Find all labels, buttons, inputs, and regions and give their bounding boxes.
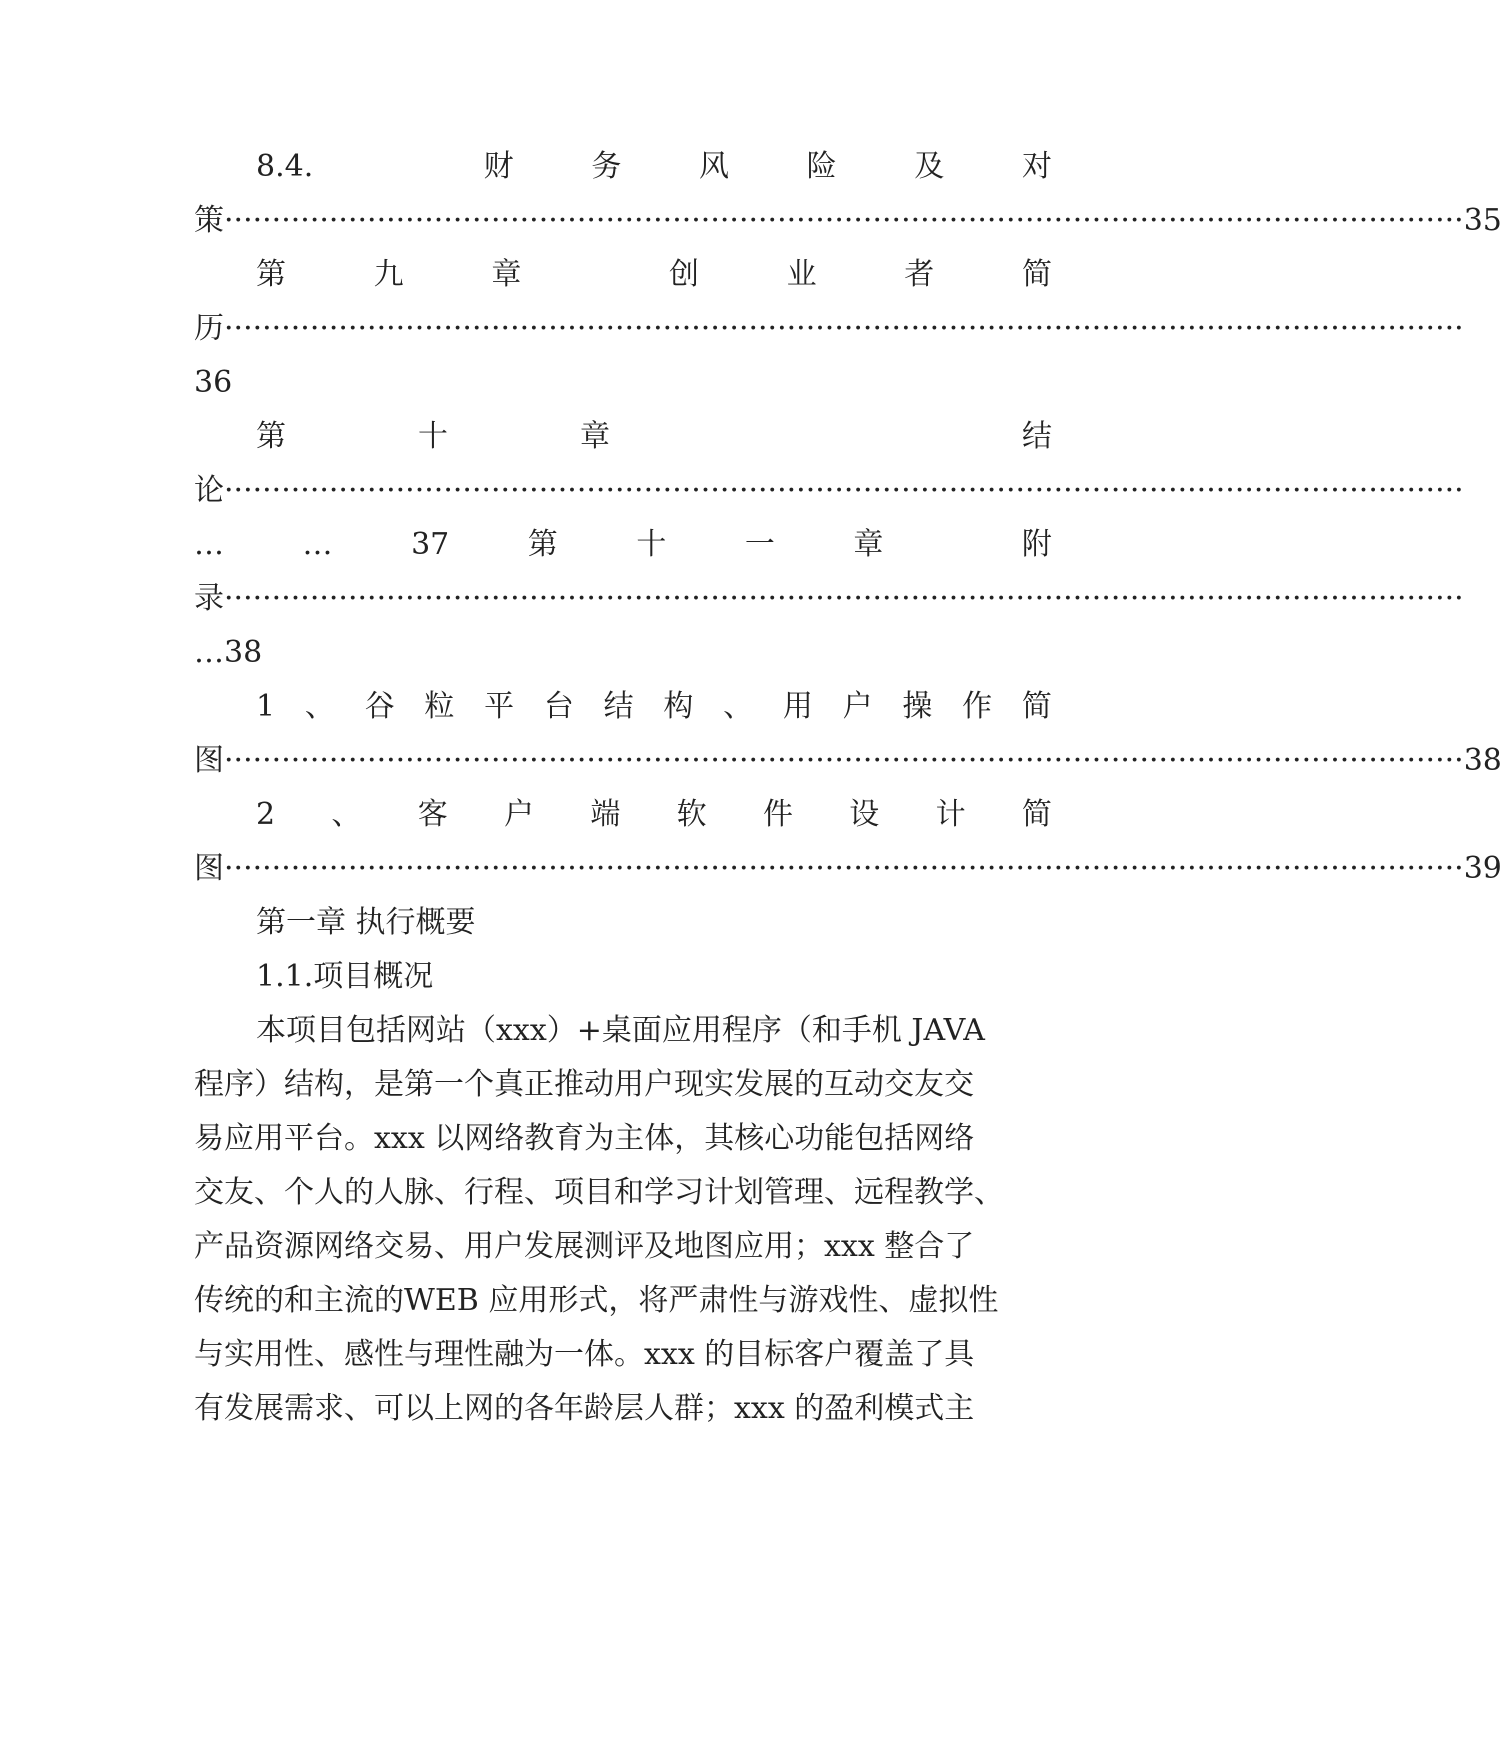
toc-app1-leader-line[interactable] bbox=[194, 736, 1502, 786]
toc-char: 、 bbox=[304, 689, 335, 724]
toc-char: 软 bbox=[676, 797, 707, 832]
toc-char: 、 bbox=[331, 797, 362, 832]
toc-app2-leader-line[interactable] bbox=[194, 844, 1502, 894]
dot-leader: ·································································································································· bbox=[224, 743, 1464, 778]
toc-char: 十 bbox=[418, 419, 448, 454]
toc-page-number: 37 bbox=[411, 527, 450, 562]
toc-char: 户 bbox=[504, 797, 535, 832]
toc-char: 第 bbox=[256, 419, 286, 454]
toc-char: 章 bbox=[580, 419, 610, 454]
toc-char: 件 bbox=[762, 797, 793, 832]
toc-char: 章 bbox=[853, 527, 884, 562]
paragraph-line: 交友、个人的人脉、行程、项目和学习计划管理、远程教学、 bbox=[194, 1175, 1004, 1210]
toc-char: 、 bbox=[723, 689, 754, 724]
toc-number: 8.4. bbox=[256, 149, 314, 184]
toc-char: 用 bbox=[782, 689, 813, 724]
section-title: 1.1.项目概况 bbox=[256, 959, 434, 994]
toc-char: 者 bbox=[904, 257, 935, 292]
toc-char: 第 bbox=[527, 527, 558, 562]
toc-char: 平 bbox=[484, 689, 515, 724]
toc-char: 1 bbox=[256, 689, 276, 724]
toc-tail: 图 bbox=[194, 743, 224, 778]
toc-char: 粒 bbox=[424, 689, 455, 724]
toc-char: 财 bbox=[483, 149, 514, 184]
toc-page-number: 35 bbox=[1463, 203, 1502, 238]
paragraph-line: 程序）结构，是第一个真正推动用户现实发展的互动交友交 bbox=[194, 1067, 974, 1102]
toc-char: 风 bbox=[698, 149, 729, 184]
toc-ellipsis: … bbox=[302, 527, 333, 562]
toc-ellipsis: … bbox=[194, 527, 224, 562]
toc-page-number: …38 bbox=[194, 635, 263, 670]
toc-char: 简 bbox=[1021, 257, 1052, 292]
toc-char: 九 bbox=[373, 257, 404, 292]
toc-char: 务 bbox=[591, 149, 622, 184]
paragraph-line: 与实用性、感性与理性融为一体。xxx 的目标客户覆盖了具 bbox=[194, 1337, 975, 1372]
toc-char: 设 bbox=[849, 797, 880, 832]
toc-char: 2 bbox=[256, 797, 276, 832]
toc-char: 简 bbox=[1021, 689, 1052, 724]
toc-ch9-page-line bbox=[194, 358, 1052, 408]
toc-tail: 录 bbox=[194, 581, 224, 616]
toc-8-4-heading[interactable] bbox=[256, 142, 1052, 192]
toc-page-number: 39 bbox=[1463, 851, 1502, 886]
toc-char: 对 bbox=[1021, 149, 1052, 184]
dot-leader: ·································································································································· bbox=[224, 473, 1464, 508]
toc-char: 附 bbox=[1021, 527, 1052, 562]
chapter-title: 第一章 执行概要 bbox=[256, 905, 476, 940]
dot-leader: ·································································································································· bbox=[224, 851, 1464, 886]
toc-char: 台 bbox=[543, 689, 574, 724]
toc-char: 简 bbox=[1021, 797, 1052, 832]
paragraph-line: 易应用平台。xxx 以网络教育为主体，其核心功能包括网络 bbox=[194, 1121, 975, 1156]
toc-char: 客 bbox=[417, 797, 448, 832]
toc-char: 谷 bbox=[364, 689, 395, 724]
paragraph-line: 本项目包括网站（xxx）+桌面应用程序（和手机 JAVA bbox=[256, 1013, 985, 1048]
toc-tail: 图 bbox=[194, 851, 224, 886]
toc-char: 户 bbox=[842, 689, 873, 724]
paragraph-line: 产品资源网络交易、用户发展测评及地图应用；xxx 整合了 bbox=[194, 1229, 975, 1264]
toc-char: 一 bbox=[744, 527, 775, 562]
toc-ch11-leader-line[interactable] bbox=[194, 574, 1464, 624]
toc-char: 结 bbox=[1022, 419, 1052, 454]
toc-tail: 策 bbox=[194, 203, 224, 238]
toc-char: 端 bbox=[590, 797, 621, 832]
toc-char: 计 bbox=[935, 797, 966, 832]
toc-char: 构 bbox=[663, 689, 694, 724]
toc-char: 第 bbox=[256, 257, 286, 292]
toc-page-number: 36 bbox=[194, 365, 233, 400]
toc-char: 操 bbox=[902, 689, 933, 724]
toc-char: 章 bbox=[491, 257, 522, 292]
dot-leader: ·································································································································· bbox=[224, 581, 1464, 616]
toc-page-number: 38 bbox=[1463, 743, 1502, 778]
toc-char: 险 bbox=[806, 149, 837, 184]
toc-ch9-heading[interactable] bbox=[256, 250, 1052, 300]
paragraph-line: 传统的和主流的WEB 应用形式，将严肃性与游戏性、虚拟性 bbox=[194, 1283, 999, 1318]
toc-8-4-leader-line[interactable] bbox=[194, 196, 1502, 246]
toc-tail: 论 bbox=[194, 473, 224, 508]
toc-app2-heading[interactable] bbox=[256, 790, 1052, 840]
toc-char: 及 bbox=[914, 149, 945, 184]
dot-leader: ·································································································································· bbox=[224, 203, 1464, 238]
toc-char: 十 bbox=[636, 527, 667, 562]
toc-ch9-leader-line[interactable] bbox=[194, 304, 1464, 354]
toc-tail: 历 bbox=[194, 311, 224, 346]
toc-char: 结 bbox=[603, 689, 634, 724]
toc-ch10-heading[interactable] bbox=[256, 412, 1052, 462]
paragraph-line: 有发展需求、可以上网的各年龄层人群；xxx 的盈利模式主 bbox=[194, 1391, 975, 1426]
toc-char: 业 bbox=[786, 257, 817, 292]
toc-ch11-page-line bbox=[194, 628, 1052, 678]
toc-char: 作 bbox=[962, 689, 993, 724]
toc-app1-heading[interactable] bbox=[256, 682, 1052, 732]
toc-ch10-ch11-line[interactable] bbox=[194, 520, 1052, 570]
dot-leader: ·································································································································· bbox=[224, 311, 1464, 346]
toc-ch10-leader-line[interactable] bbox=[194, 466, 1464, 516]
toc-char: 创 bbox=[668, 257, 699, 292]
